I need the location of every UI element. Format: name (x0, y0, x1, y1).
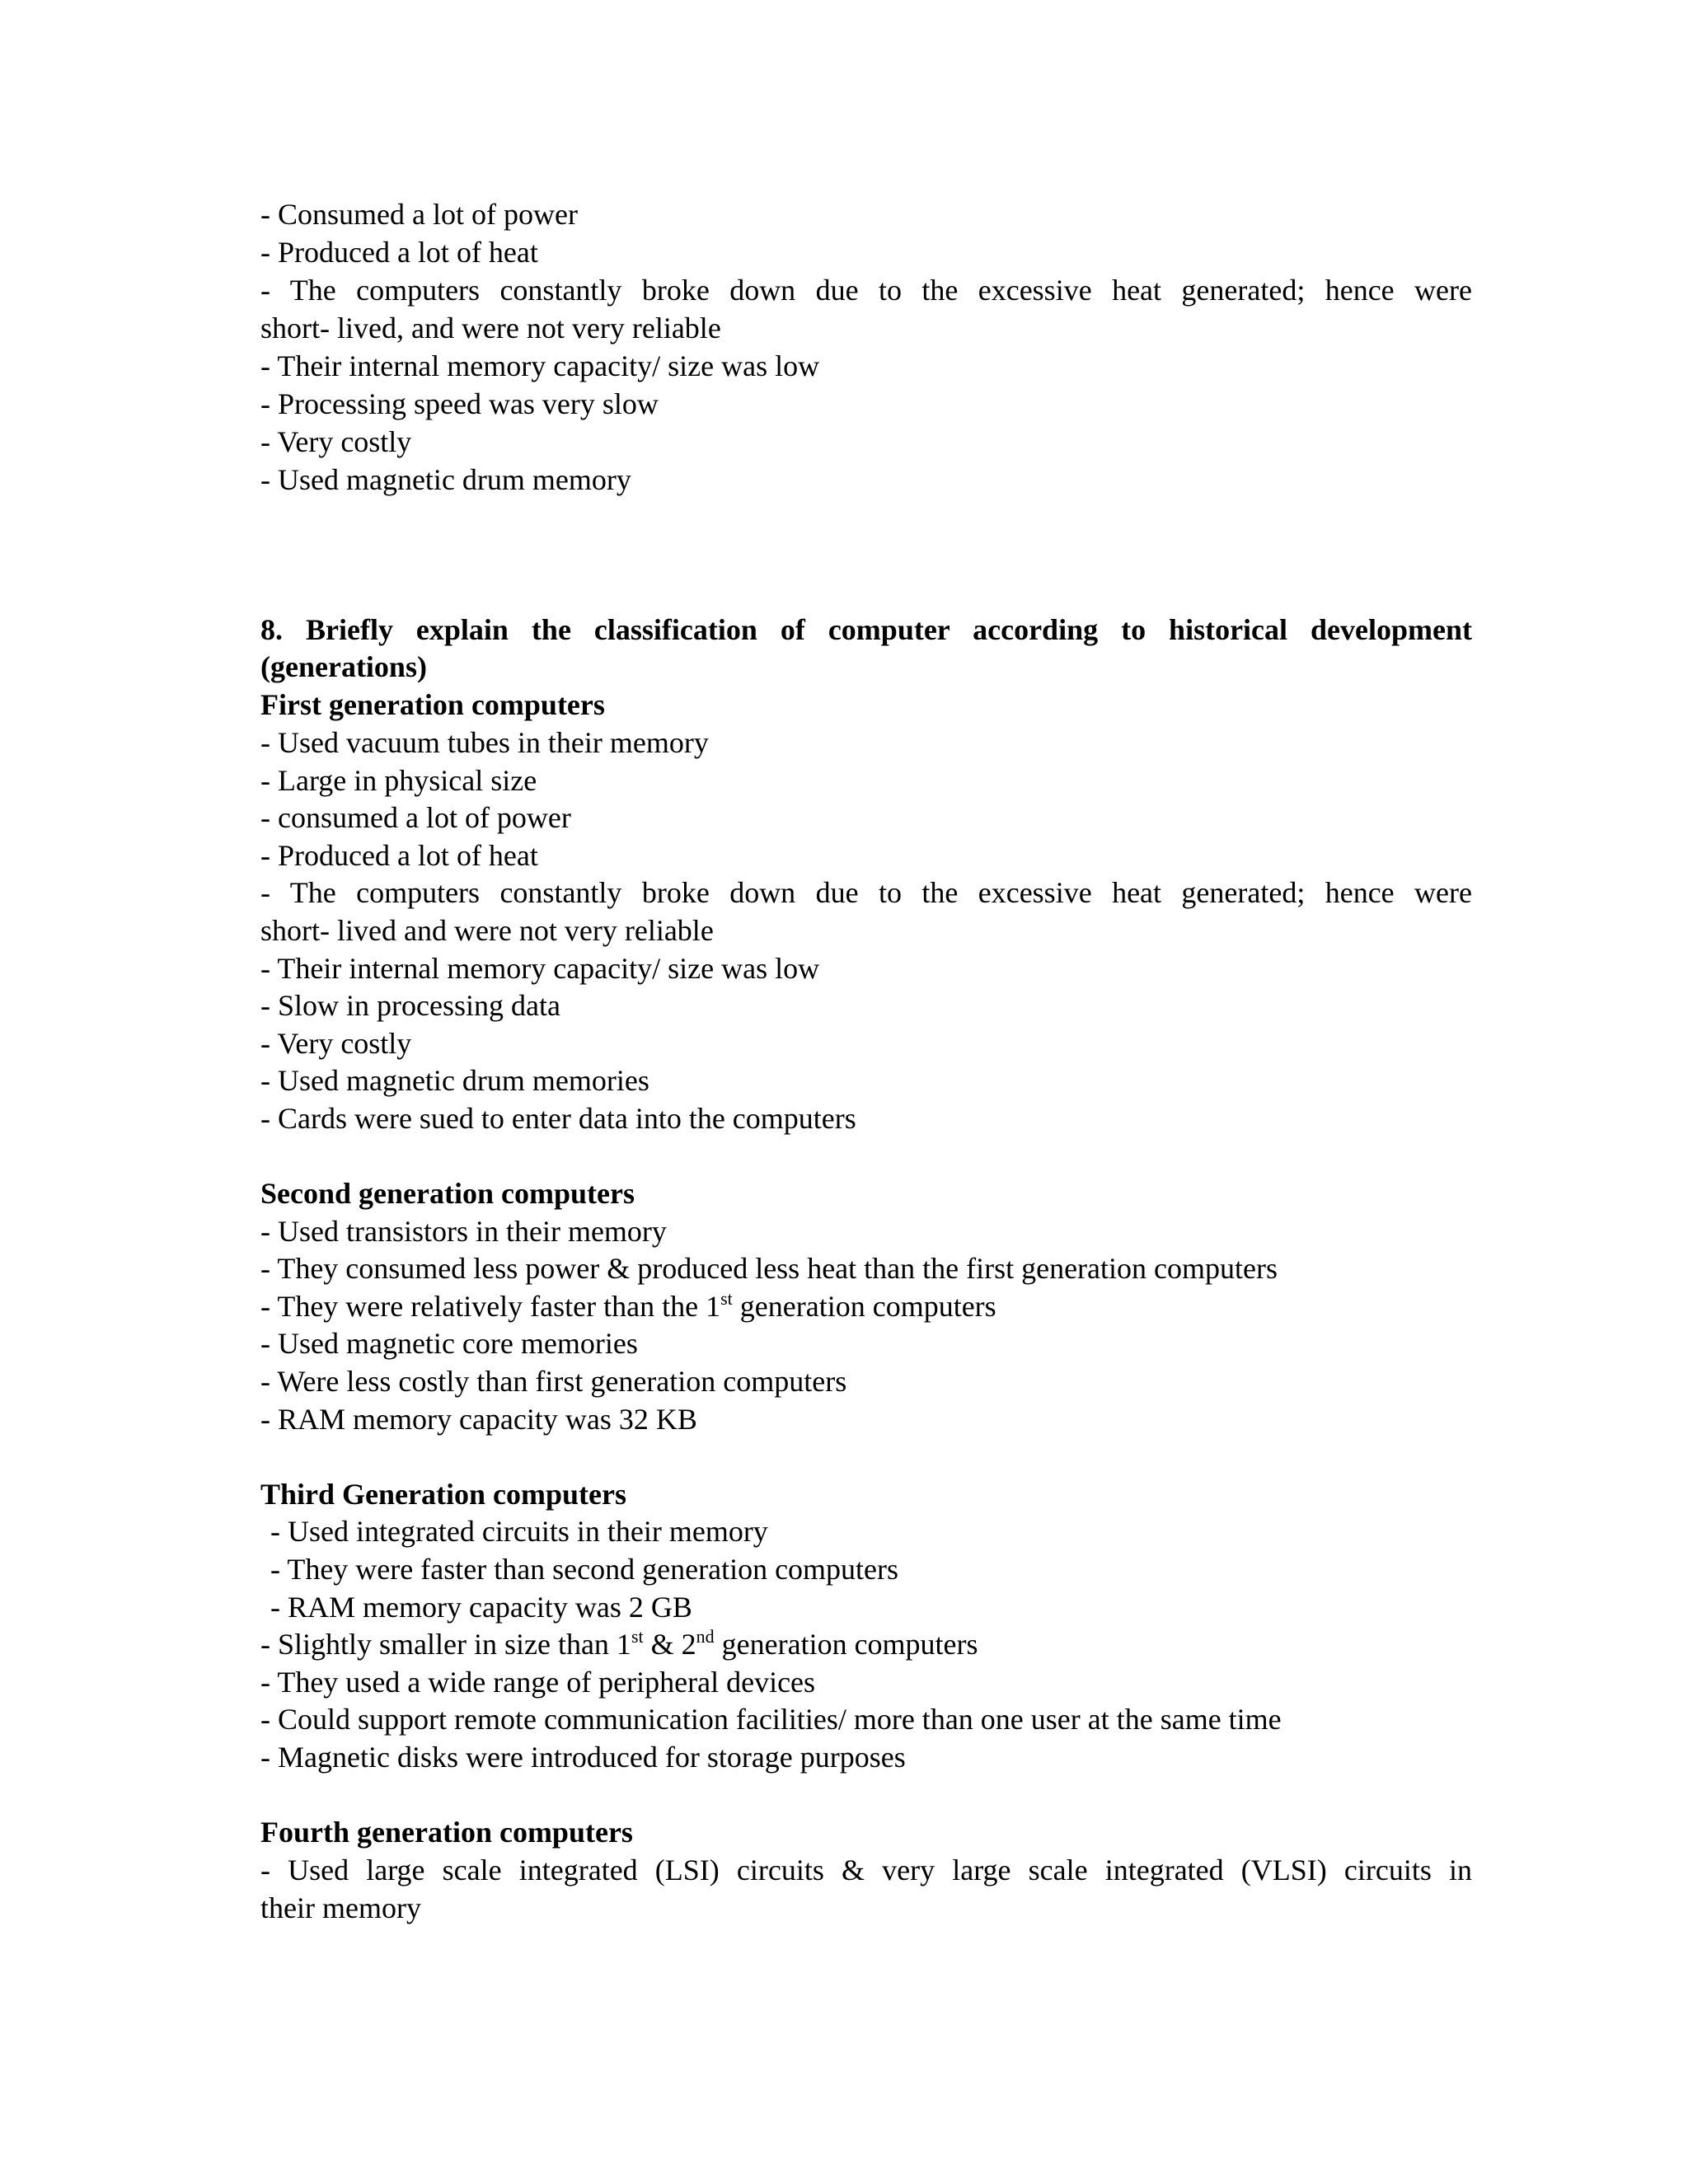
list-item: - Magnetic disks were introduced for storage purposes (260, 1741, 906, 1774)
list-item: - Used transistors in their memory (260, 1215, 667, 1248)
list-item: - Used large scale integrated (LSI) circuits & very large scale integrated (VLSI) circuits in (260, 1854, 1472, 1886)
intro-item: - Their internal memory capacity/ size was low (260, 349, 820, 382)
intro-item: - The computers constantly broke down due to the excessive heat generated; hence were (260, 274, 1472, 307)
intro-item: - Consumed a lot of power (260, 198, 578, 231)
list-item-text: generation computers (714, 1628, 978, 1661)
intro-item-continuation: short- lived, and were not very reliable (260, 312, 721, 344)
third-generation-heading: Third Generation computers (260, 1478, 626, 1511)
list-item: - RAM memory capacity was 32 KB (260, 1403, 697, 1436)
list-item: - consumed a lot of power (260, 801, 571, 834)
list-item-text: - They were relatively faster than the 1 (260, 1290, 721, 1323)
list-item-text: & 2 (643, 1628, 696, 1661)
list-item: - The computers constantly broke down due to the excessive heat generated; hence were (260, 876, 1472, 909)
intro-item: - Used magnetic drum memory (260, 463, 631, 496)
list-item-continuation: their memory (260, 1891, 421, 1924)
list-item-text: generation computers (732, 1290, 996, 1323)
intro-item: - Produced a lot of heat (260, 236, 538, 269)
question-heading-continuation: (generations) (260, 650, 427, 683)
second-generation-heading: Second generation computers (260, 1177, 635, 1210)
list-item: - Their internal memory capacity/ size was low (260, 952, 820, 985)
list-item: - They used a wide range of peripheral devices (260, 1666, 816, 1699)
list-item: - Large in physical size (260, 764, 537, 797)
list-item: - Used vacuum tubes in their memory (260, 726, 709, 759)
ordinal-superscript: st (720, 1288, 733, 1309)
list-item: - Used integrated circuits in their memory (270, 1515, 768, 1548)
list-item: - Slow in processing data (260, 989, 560, 1022)
list-item: - RAM memory capacity was 2 GB (270, 1591, 692, 1624)
intro-item: - Processing speed was very slow (260, 387, 659, 420)
list-item: - Used magnetic core memories (260, 1327, 638, 1360)
list-item: - Produced a lot of heat (260, 839, 538, 872)
list-item: - Could support remote communication facilities/ more than one user at the same time (260, 1703, 1282, 1736)
question-heading: 8. Briefly explain the classification of computer according to historical development (260, 613, 1472, 646)
ordinal-superscript: nd (696, 1626, 715, 1647)
list-item: - Cards were sued to enter data into the computers (260, 1102, 856, 1135)
intro-item: - Very costly (260, 425, 412, 458)
list-item: - Used magnetic drum memories (260, 1064, 649, 1097)
list-item: - They were faster than second generation computers (270, 1553, 899, 1586)
list-item-continuation: short- lived and were not very reliable (260, 914, 714, 947)
list-item (260, 1287, 1472, 1325)
first-generation-heading: First generation computers (260, 688, 605, 721)
list-item: - Were less costly than first generation computers (260, 1365, 847, 1398)
list-item: - They consumed less power & produced less heat than the first generation computers (260, 1252, 1278, 1285)
fourth-generation-heading: Fourth generation computers (260, 1816, 633, 1849)
list-item (260, 1625, 1472, 1663)
list-item: - Very costly (260, 1027, 412, 1060)
ordinal-superscript: st (631, 1626, 644, 1647)
list-item-text: - Slightly smaller in size than 1 (260, 1628, 631, 1661)
